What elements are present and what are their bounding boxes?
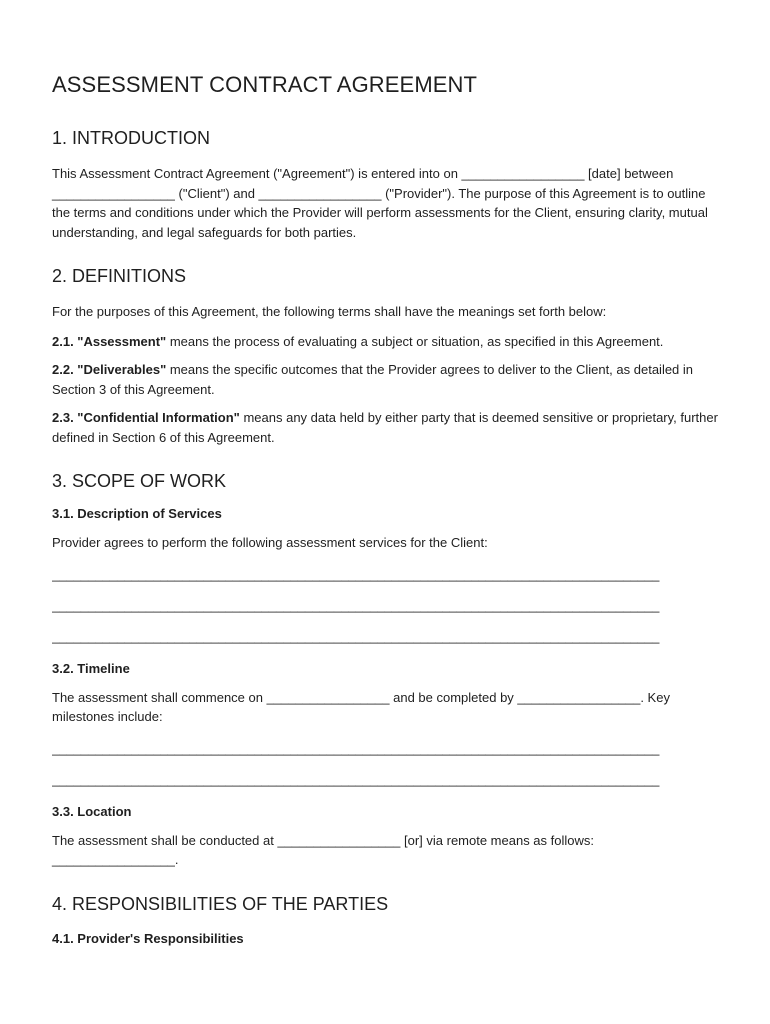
definitions-intro: For the purposes of this Agreement, the following terms shall have the meanings set forth below:	[52, 304, 607, 319]
definitions-heading: 2. DEFINITIONS	[52, 266, 187, 286]
fill-in-line[interactable]: ____________________________________________________________________________________	[52, 597, 660, 613]
description-of-services-body: Provider agrees to perform the following assessment services for the Client:	[52, 535, 488, 550]
document-title: ASSESSMENT CONTRACT AGREEMENT	[52, 72, 478, 97]
timeline-body: The assessment shall commence on _________________ and be completed by _________________. Key milestones include:	[52, 689, 670, 724]
definition-text: means the specific outcomes that the Provider agrees to deliver to the Client, as detailed in Section 3 of this Agreement.	[52, 362, 694, 397]
fill-in-line[interactable]: ____________________________________________________________________________________	[52, 740, 660, 756]
introduction-heading: 1. INTRODUCTION	[52, 128, 211, 148]
definition-term: 2.2. "Deliverables"	[52, 362, 167, 377]
definition-item	[52, 360, 718, 399]
timeline-heading: 3.2. Timeline	[52, 660, 130, 676]
description-fill-lines	[52, 565, 718, 646]
fill-in-line[interactable]: ____________________________________________________________________________________	[52, 771, 660, 787]
responsibilities-heading: 4. RESPONSIBILITIES OF THE PARTIES	[52, 893, 389, 914]
definition-term: 2.3. "Confidential Information"	[52, 410, 240, 425]
definition-item	[52, 408, 718, 447]
definition-item	[52, 332, 718, 352]
location-heading: 3.3. Location	[52, 803, 132, 819]
provider-responsibilities-heading: 4.1. Provider's Responsibilities	[52, 930, 244, 946]
section-introduction	[52, 126, 718, 242]
fill-in-line[interactable]: ____________________________________________________________________________________	[52, 566, 660, 582]
scope-heading: 3. SCOPE OF WORK	[52, 471, 227, 491]
timeline-fill-lines	[52, 739, 718, 789]
section-responsibilities	[52, 892, 718, 948]
definition-text: means any data held by either party that is deemed sensitive or proprietary, further defined in Section 6 of this Agreement.	[52, 410, 718, 445]
description-of-services-heading: 3.1. Description of Services	[52, 506, 222, 521]
section-scope-of-work	[52, 469, 718, 870]
location-body: The assessment shall be conducted at _________________ [or] via remote means as follows: _________________.	[52, 832, 595, 867]
definition-text: means the process of evaluating a subject or situation, as specified in this Agreement.	[166, 333, 664, 349]
introduction-body: This Assessment Contract Agreement ("Agreement") is entered into on _________________ [date] between _________________ ("Client") and _________________ ("Provider"). The purpose of this Agreement is to outline the terms and conditions under which the Provider will perform assessments for the Client, ensuring clarity, mutual understanding, and legal safeguards for both parties.	[52, 166, 708, 240]
definition-term: 2.1. "Assessment"	[52, 333, 167, 349]
fill-in-line[interactable]: ____________________________________________________________________________________	[52, 628, 660, 644]
section-definitions	[52, 264, 718, 447]
